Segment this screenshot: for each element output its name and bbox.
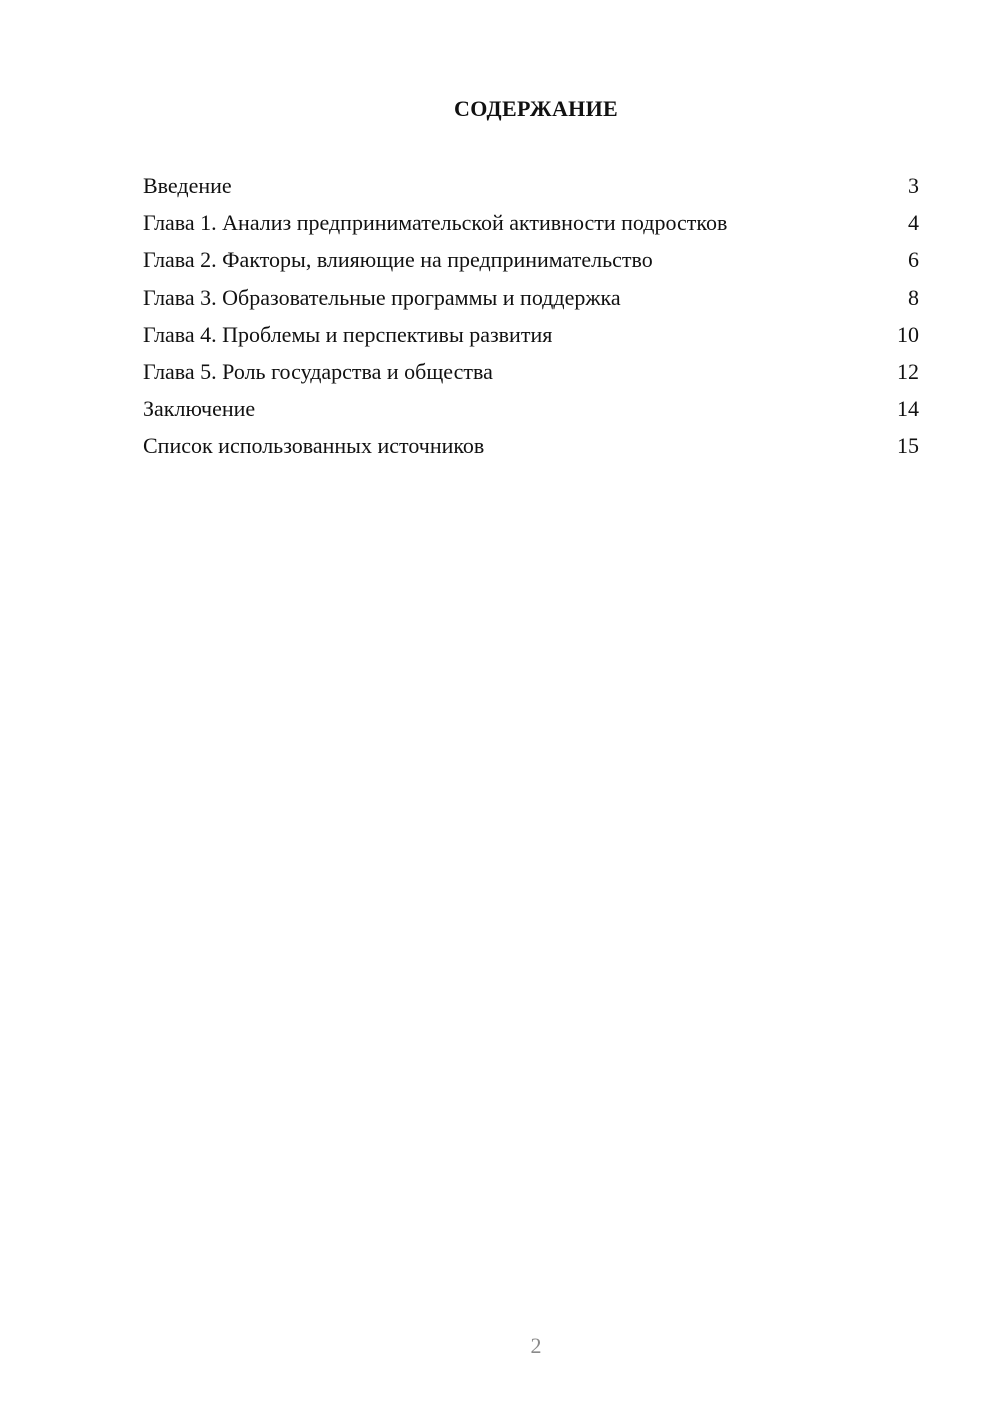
toc-entry-page: 14	[897, 396, 919, 422]
toc-entry-chapter-3[interactable]	[143, 279, 919, 316]
toc-entry-introduction[interactable]	[143, 167, 919, 204]
toc-entry-page: 6	[908, 247, 919, 273]
table-of-contents	[143, 167, 919, 465]
toc-entry-label: Введение	[143, 173, 232, 198]
toc-entry-references[interactable]	[143, 427, 919, 464]
toc-entry-page: 12	[897, 358, 919, 384]
toc-entry-conclusion[interactable]	[143, 390, 919, 427]
toc-entry-page: 3	[908, 173, 919, 198]
toc-entry-label: Заключение	[143, 396, 256, 422]
toc-entry-chapter-5[interactable]	[143, 353, 919, 390]
toc-entry-chapter-1[interactable]	[143, 204, 919, 241]
toc-entry-page: 15	[897, 433, 919, 459]
toc-entry-page: 10	[897, 321, 919, 347]
page-number: 2	[530, 1333, 542, 1358]
toc-entry-chapter-4[interactable]	[143, 316, 919, 353]
toc-entry-label: Глава 2. Факторы, влияющие на предпринимательство	[143, 247, 653, 273]
toc-entry-label: Глава 1. Анализ предпринимательской активности подростков	[143, 210, 728, 236]
toc-entry-page: 4	[908, 210, 919, 236]
toc-entry-chapter-2[interactable]	[143, 241, 919, 278]
toc-entry-page: 8	[908, 284, 919, 310]
toc-entry-label: Глава 4. Проблемы и перспективы развития	[143, 321, 553, 347]
toc-entry-label: Глава 5. Роль государства и общества	[143, 358, 493, 384]
toc-entry-label: Список использованных источников	[143, 433, 485, 459]
toc-entry-label: Глава 3. Образовательные программы и поддержка	[143, 284, 621, 310]
page-title: СОДЕРЖАНИЕ	[454, 96, 618, 121]
